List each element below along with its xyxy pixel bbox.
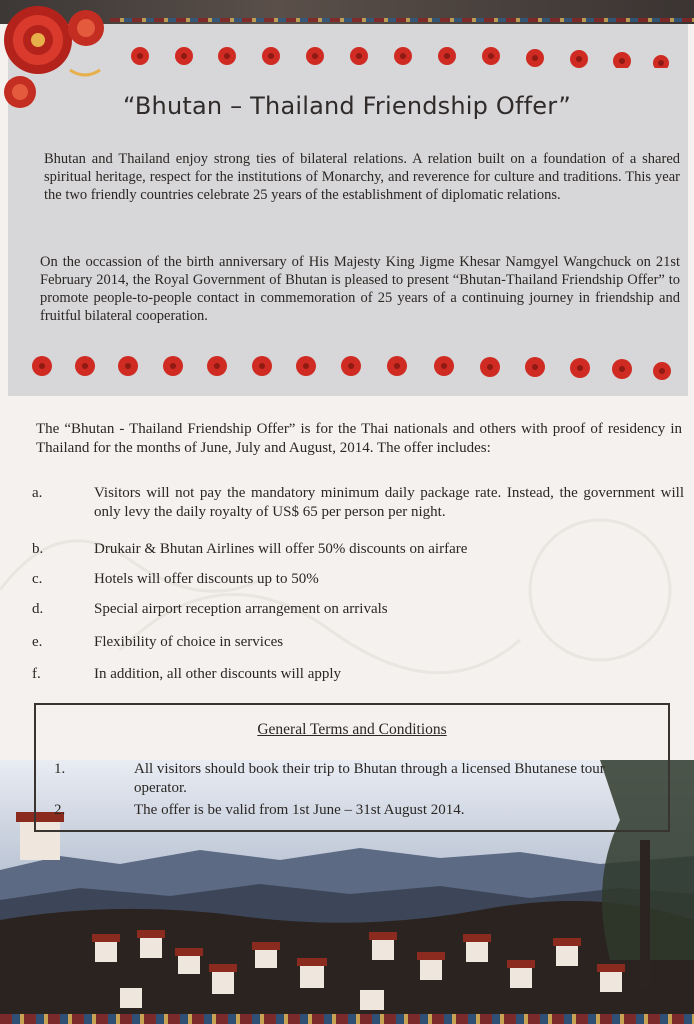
flower-ornament-row-top (0, 38, 694, 68)
terms-title: General Terms and Conditions (257, 721, 447, 738)
term-marker: 1. (54, 761, 66, 777)
list-text: Visitors will not pay the mandatory minimum daily package rate. Instead, the government will only levy the daily royalty of US$ 65 per person per night. (94, 485, 684, 520)
bottom-decorative-border (0, 1014, 694, 1024)
list-text: Flexibility of choice in services (94, 634, 284, 650)
term-marker: 2. (54, 802, 66, 818)
list-marker: f. (32, 666, 41, 682)
term-text: The offer is be valid from 1st June – 31st August 2014. (134, 802, 465, 818)
term-text: All visitors should book their trip to Bhutan through a licensed Bhutanese tour operator. (134, 761, 605, 796)
list-marker: d. (32, 601, 44, 617)
flower-ornament-icon (131, 47, 669, 68)
list-marker: c. (32, 571, 43, 587)
header-panel (8, 24, 688, 396)
list-marker: e. (32, 634, 43, 650)
list-text: In addition, all other discounts will apply (94, 666, 342, 682)
list-marker: a. (32, 485, 43, 501)
list-marker: b. (32, 541, 44, 557)
page-title: “Bhutan – Thailand Friendship Offer” (123, 92, 571, 120)
list-text: Drukair & Bhutan Airlines will offer 50% discounts on airfare (94, 541, 468, 557)
list-text: Special airport reception arrangement on arrivals (94, 601, 388, 617)
list-text: Hotels will offer discounts up to 50% (94, 571, 319, 587)
terms-box (34, 703, 670, 832)
intro-paragraph-1: Bhutan and Thailand enjoy strong ties of bilateral relations. A relation built on a foundation of a shared spiritual heritage, respect for the institutions of Monarchy, and reverence for culture and traditions. This year the two friendly countries celebrate 25 years of the establishment of diplomatic relations. (44, 151, 680, 203)
offer-intro: The “Bhutan - Thailand Friendship Offer” is for the Thai nationals and others with proof of residency in Thailand for the months of June, July and August, 2014. The offer includes: (36, 421, 682, 456)
intro-paragraph-2: On the occassion of the birth anniversary of His Majesty King Jigme Khesar Namgyel Wangchuck on 21st February 2014, the Royal Government of Bhutan is pleased to present “Bhutan-Thailand Friendship Offer” to promote people-to-people contact in commemoration of 25 years of a continuing journey in friendship and fruitful bilateral cooperation. (40, 254, 680, 324)
flower-ornament-row-bottom (0, 352, 694, 382)
